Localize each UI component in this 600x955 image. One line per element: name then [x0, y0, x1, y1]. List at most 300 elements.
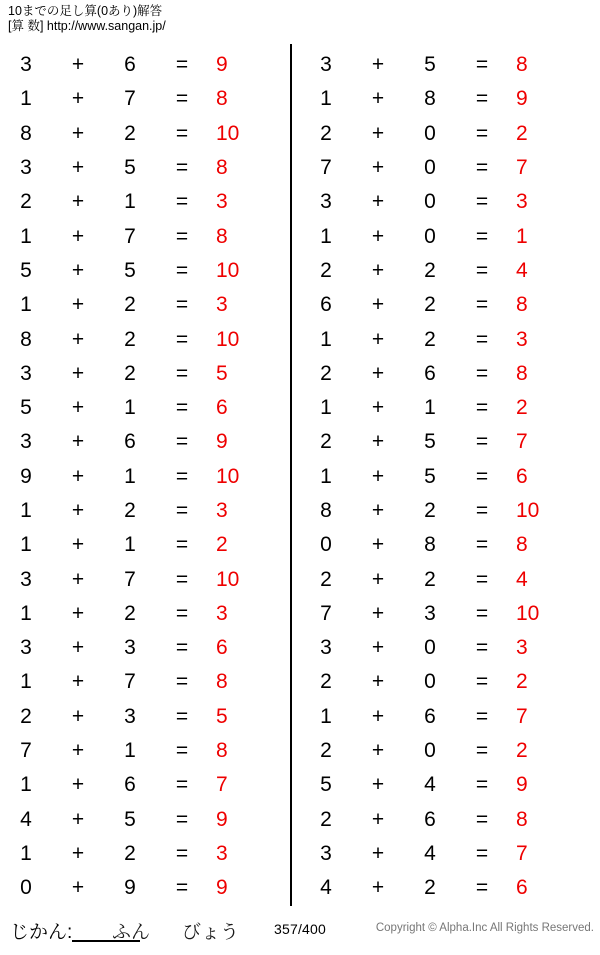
answer-value: 9: [216, 53, 228, 77]
equals-sign: =: [475, 327, 489, 351]
subject-tag: [算 数]: [8, 19, 44, 33]
operand-a: 7: [320, 601, 332, 625]
operand-b: 4: [424, 773, 436, 797]
answer-value: 10: [516, 601, 540, 625]
answer-value: 3: [216, 293, 228, 317]
equals-sign: =: [475, 704, 489, 728]
problem-row: [300, 151, 590, 185]
problem-row: [0, 562, 290, 596]
operand-b: 6: [424, 807, 436, 831]
answer-value: 3: [216, 190, 228, 214]
equals-sign: =: [475, 499, 489, 522]
problem-row: [0, 631, 290, 665]
operand-a: 0: [320, 533, 332, 557]
operand-a: 0: [20, 876, 32, 900]
answer-value: 8: [516, 293, 528, 317]
operand-b: 0: [424, 224, 436, 248]
plus-operator: +: [371, 739, 385, 763]
problem-row: [300, 768, 590, 802]
problem-row: [300, 322, 590, 356]
operand-b: 3: [124, 636, 136, 660]
problem-row: [0, 82, 290, 116]
equals-sign: =: [175, 396, 189, 420]
equals-sign: =: [175, 87, 189, 111]
answer-value: 8: [216, 156, 228, 180]
plus-operator: +: [371, 876, 385, 900]
answer-value: 8: [516, 807, 528, 831]
equals-sign: =: [475, 773, 489, 797]
operand-b: 0: [424, 636, 436, 660]
answer-value: 2: [516, 739, 528, 763]
plus-operator: +: [371, 53, 385, 77]
plus-operator: +: [371, 190, 385, 214]
problem-row: [300, 734, 590, 768]
problem-row: [0, 48, 290, 82]
problem-row: [0, 357, 290, 391]
operand-a: 9: [20, 464, 32, 488]
answer-value: 5: [216, 361, 228, 385]
equals-sign: =: [475, 464, 489, 488]
problem-row: [300, 460, 590, 494]
minutes-unit-label: ふん: [112, 922, 151, 943]
operand-b: 7: [124, 567, 136, 591]
problem-column-left: [0, 48, 290, 905]
plus-operator: +: [371, 464, 385, 488]
plus-operator: +: [371, 773, 385, 797]
answer-value: 8: [516, 53, 528, 77]
answer-value: 8: [216, 224, 228, 248]
equals-sign: =: [475, 121, 489, 145]
problem-row: [300, 665, 590, 699]
answer-value: 7: [516, 430, 528, 454]
operand-b: 8: [424, 87, 436, 111]
equals-sign: =: [175, 704, 189, 728]
problem-row: [0, 528, 290, 562]
problem-row: [300, 803, 590, 837]
operand-a: 1: [20, 841, 32, 865]
problem-row: [300, 597, 590, 631]
problem-row: [300, 700, 590, 734]
equals-sign: =: [475, 567, 489, 591]
operand-a: 2: [320, 430, 332, 454]
equals-sign: =: [175, 190, 189, 214]
answer-value: 6: [216, 636, 228, 660]
plus-operator: +: [71, 190, 85, 214]
problem-row: [300, 425, 590, 459]
answer-value: 4: [516, 258, 528, 282]
problem-row: [0, 460, 290, 494]
problem-row: [300, 871, 590, 905]
equals-sign: =: [475, 430, 489, 454]
equals-sign: =: [475, 258, 489, 282]
operand-b: 7: [124, 224, 136, 248]
operand-a: 8: [20, 121, 32, 145]
answer-value: 6: [216, 396, 228, 420]
problem-row: [0, 665, 290, 699]
problem-row: [0, 288, 290, 322]
plus-operator: +: [71, 464, 85, 488]
operand-b: 1: [124, 464, 136, 488]
answer-value: 2: [516, 396, 528, 420]
operand-a: 3: [20, 636, 32, 660]
problem-row: [0, 768, 290, 802]
operand-a: 3: [320, 636, 332, 660]
answer-value: 3: [216, 841, 228, 865]
operand-b: 7: [124, 87, 136, 111]
operand-b: 1: [124, 396, 136, 420]
problem-row: [300, 117, 590, 151]
equals-sign: =: [175, 601, 189, 625]
plus-operator: +: [371, 533, 385, 557]
answer-value: 2: [516, 670, 528, 694]
plus-operator: +: [371, 156, 385, 180]
operand-a: 1: [20, 601, 32, 625]
answer-value: 10: [216, 567, 240, 591]
operand-b: 6: [424, 704, 436, 728]
operand-b: 2: [124, 601, 136, 625]
operand-a: 3: [20, 430, 32, 454]
operand-a: 8: [20, 327, 32, 351]
problem-row: [0, 837, 290, 871]
answer-value: 3: [516, 190, 528, 214]
plus-operator: +: [71, 739, 85, 763]
operand-b: 1: [124, 533, 136, 557]
operand-b: 2: [424, 499, 436, 522]
equals-sign: =: [475, 53, 489, 77]
operand-a: 5: [20, 258, 32, 282]
problem-row: [0, 219, 290, 253]
plus-operator: +: [71, 773, 85, 797]
equals-sign: =: [475, 876, 489, 900]
answer-value: 10: [216, 464, 240, 488]
page-title: 10までの足し算(0あり)解答: [8, 4, 163, 18]
problem-row: [0, 185, 290, 219]
equals-sign: =: [475, 190, 489, 214]
operand-a: 2: [320, 258, 332, 282]
equals-sign: =: [175, 258, 189, 282]
answer-value: 3: [516, 636, 528, 660]
equals-sign: =: [175, 533, 189, 557]
answer-value: 2: [216, 533, 228, 557]
equals-sign: =: [475, 739, 489, 763]
column-divider: [290, 44, 292, 906]
plus-operator: +: [71, 636, 85, 660]
operand-b: 6: [424, 361, 436, 385]
operand-a: 3: [20, 156, 32, 180]
plus-operator: +: [371, 670, 385, 694]
plus-operator: +: [71, 533, 85, 557]
operand-a: 8: [320, 499, 332, 522]
equals-sign: =: [175, 876, 189, 900]
operand-a: 3: [20, 361, 32, 385]
plus-operator: +: [371, 361, 385, 385]
page-count: 357/400: [274, 921, 327, 937]
answer-value: 6: [516, 464, 528, 488]
operand-b: 8: [424, 533, 436, 557]
operand-a: 2: [320, 670, 332, 694]
problem-row: [0, 803, 290, 837]
plus-operator: +: [371, 704, 385, 728]
seconds-unit-label: びょう: [182, 922, 240, 943]
answer-value: 9: [216, 807, 228, 831]
plus-operator: +: [371, 807, 385, 831]
page-header: [8, 4, 592, 34]
equals-sign: =: [175, 464, 189, 488]
answer-value: 3: [216, 601, 228, 625]
operand-b: 5: [124, 807, 136, 831]
operand-b: 2: [124, 293, 136, 317]
plus-operator: +: [371, 567, 385, 591]
equals-sign: =: [475, 361, 489, 385]
plus-operator: +: [371, 224, 385, 248]
plus-operator: +: [371, 293, 385, 317]
plus-operator: +: [71, 876, 85, 900]
operand-a: 1: [320, 87, 332, 111]
operand-b: 2: [124, 327, 136, 351]
equals-sign: =: [175, 636, 189, 660]
operand-a: 2: [320, 361, 332, 385]
problem-row: [300, 185, 590, 219]
operand-b: 5: [124, 258, 136, 282]
equals-sign: =: [475, 533, 489, 557]
answer-value: 8: [516, 361, 528, 385]
equals-sign: =: [475, 87, 489, 111]
source-url: http://www.sangan.jp/: [46, 19, 166, 33]
operand-a: 1: [320, 396, 332, 420]
header-subline: [8, 19, 592, 34]
operand-a: 4: [20, 807, 32, 831]
answer-value: 9: [216, 430, 228, 454]
plus-operator: +: [71, 841, 85, 865]
operand-a: 5: [20, 396, 32, 420]
operand-b: 2: [424, 258, 436, 282]
plus-operator: +: [371, 430, 385, 454]
equals-sign: =: [175, 361, 189, 385]
problem-row: [0, 117, 290, 151]
operand-a: 6: [320, 293, 332, 317]
operand-a: 2: [20, 190, 32, 214]
operand-b: 2: [124, 121, 136, 145]
plus-operator: +: [71, 430, 85, 454]
problem-row: [300, 48, 590, 82]
operand-a: 3: [20, 53, 32, 77]
answer-value: 8: [216, 670, 228, 694]
equals-sign: =: [175, 841, 189, 865]
answer-value: 7: [516, 704, 528, 728]
equals-sign: =: [475, 807, 489, 831]
answer-value: 7: [516, 841, 528, 865]
problem-row: [0, 734, 290, 768]
answer-value: 5: [216, 704, 228, 728]
operand-a: 1: [20, 293, 32, 317]
problem-row: [300, 254, 590, 288]
plus-operator: +: [71, 396, 85, 420]
operand-b: 0: [424, 670, 436, 694]
plus-operator: +: [71, 121, 85, 145]
equals-sign: =: [175, 567, 189, 591]
operand-a: 1: [320, 327, 332, 351]
operand-b: 2: [424, 327, 436, 351]
plus-operator: +: [371, 396, 385, 420]
problem-row: [300, 219, 590, 253]
answer-value: 6: [516, 876, 528, 900]
equals-sign: =: [175, 53, 189, 77]
problem-row: [0, 322, 290, 356]
plus-operator: +: [71, 670, 85, 694]
operand-b: 6: [124, 53, 136, 77]
problem-row: [0, 151, 290, 185]
plus-operator: +: [71, 567, 85, 591]
operand-b: 6: [124, 430, 136, 454]
answer-value: 8: [216, 739, 228, 763]
problem-row: [300, 391, 590, 425]
answer-value: 9: [516, 773, 528, 797]
copyright-notice: Copyright © Alpha.Inc All Rights Reserved.: [375, 922, 594, 934]
answer-value: 8: [216, 87, 228, 111]
operand-b: 0: [424, 156, 436, 180]
problem-row: [300, 494, 590, 528]
problem-row: [0, 391, 290, 425]
operand-b: 3: [424, 601, 436, 625]
operand-a: 1: [20, 87, 32, 111]
operand-a: 2: [320, 567, 332, 591]
operand-b: 1: [124, 739, 136, 763]
operand-b: 1: [124, 190, 136, 214]
operand-a: 2: [320, 807, 332, 831]
plus-operator: +: [371, 841, 385, 865]
operand-b: 5: [424, 53, 436, 77]
equals-sign: =: [475, 293, 489, 317]
operand-a: 2: [320, 739, 332, 763]
problem-row: [300, 631, 590, 665]
operand-a: 7: [320, 156, 332, 180]
plus-operator: +: [71, 53, 85, 77]
equals-sign: =: [175, 293, 189, 317]
operand-b: 2: [424, 876, 436, 900]
operand-a: 4: [320, 876, 332, 900]
answer-value: 3: [516, 327, 528, 351]
equals-sign: =: [175, 807, 189, 831]
plus-operator: +: [71, 807, 85, 831]
plus-operator: +: [371, 87, 385, 111]
plus-operator: +: [71, 156, 85, 180]
equals-sign: =: [475, 601, 489, 625]
equals-sign: =: [475, 224, 489, 248]
equals-sign: =: [175, 121, 189, 145]
plus-operator: +: [371, 601, 385, 625]
operand-a: 2: [20, 704, 32, 728]
operand-a: 7: [20, 739, 32, 763]
problem-row: [0, 494, 290, 528]
equals-sign: =: [475, 841, 489, 865]
operand-a: 5: [320, 773, 332, 797]
problem-row: [300, 82, 590, 116]
problem-row: [300, 528, 590, 562]
answer-value: 8: [516, 533, 528, 557]
plus-operator: +: [71, 224, 85, 248]
equals-sign: =: [175, 670, 189, 694]
operand-b: 5: [424, 430, 436, 454]
answer-value: 10: [216, 258, 240, 282]
problem-row: [300, 357, 590, 391]
plus-operator: +: [371, 499, 385, 522]
operand-a: 1: [320, 224, 332, 248]
operand-b: 2: [124, 499, 136, 522]
operand-b: 5: [124, 156, 136, 180]
operand-a: 3: [20, 567, 32, 591]
problem-row: [300, 562, 590, 596]
operand-a: 3: [320, 53, 332, 77]
equals-sign: =: [175, 327, 189, 351]
answer-value: 10: [516, 499, 540, 522]
equals-sign: =: [175, 224, 189, 248]
operand-b: 5: [424, 464, 436, 488]
plus-operator: +: [371, 636, 385, 660]
problem-row: [0, 597, 290, 631]
answer-value: 7: [516, 156, 528, 180]
time-label: じかん:: [10, 922, 73, 943]
answer-value: 10: [216, 121, 240, 145]
answer-value: 1: [516, 224, 528, 248]
operand-b: 1: [424, 396, 436, 420]
answer-value: 10: [216, 327, 240, 351]
operand-a: 2: [320, 121, 332, 145]
operand-a: 1: [320, 704, 332, 728]
answer-value: 4: [516, 567, 528, 591]
operand-b: 6: [124, 773, 136, 797]
equals-sign: =: [175, 430, 189, 454]
operand-b: 2: [424, 293, 436, 317]
answer-value: 2: [516, 121, 528, 145]
operand-b: 0: [424, 190, 436, 214]
plus-operator: +: [71, 499, 85, 522]
equals-sign: =: [175, 739, 189, 763]
plus-operator: +: [71, 258, 85, 282]
operand-b: 2: [124, 361, 136, 385]
problem-row: [0, 700, 290, 734]
operand-a: 1: [20, 670, 32, 694]
problem-row: [0, 425, 290, 459]
operand-a: 1: [320, 464, 332, 488]
operand-b: 3: [124, 704, 136, 728]
operand-b: 0: [424, 121, 436, 145]
answer-value: 9: [216, 876, 228, 900]
operand-a: 1: [20, 533, 32, 557]
operand-a: 1: [20, 499, 32, 522]
answer-value: 9: [516, 87, 528, 111]
plus-operator: +: [71, 327, 85, 351]
plus-operator: +: [71, 293, 85, 317]
plus-operator: +: [71, 361, 85, 385]
operand-b: 4: [424, 841, 436, 865]
equals-sign: =: [175, 499, 189, 522]
problem-row: [300, 837, 590, 871]
equals-sign: =: [175, 156, 189, 180]
operand-a: 1: [20, 224, 32, 248]
plus-operator: +: [371, 121, 385, 145]
plus-operator: +: [371, 258, 385, 282]
plus-operator: +: [71, 601, 85, 625]
plus-operator: +: [371, 327, 385, 351]
problem-row: [0, 871, 290, 905]
answer-value: 7: [216, 773, 228, 797]
equals-sign: =: [475, 396, 489, 420]
equals-sign: =: [175, 773, 189, 797]
problem-column-right: [300, 48, 590, 905]
answer-value: 3: [216, 499, 228, 522]
operand-b: 2: [124, 841, 136, 865]
operand-a: 3: [320, 841, 332, 865]
